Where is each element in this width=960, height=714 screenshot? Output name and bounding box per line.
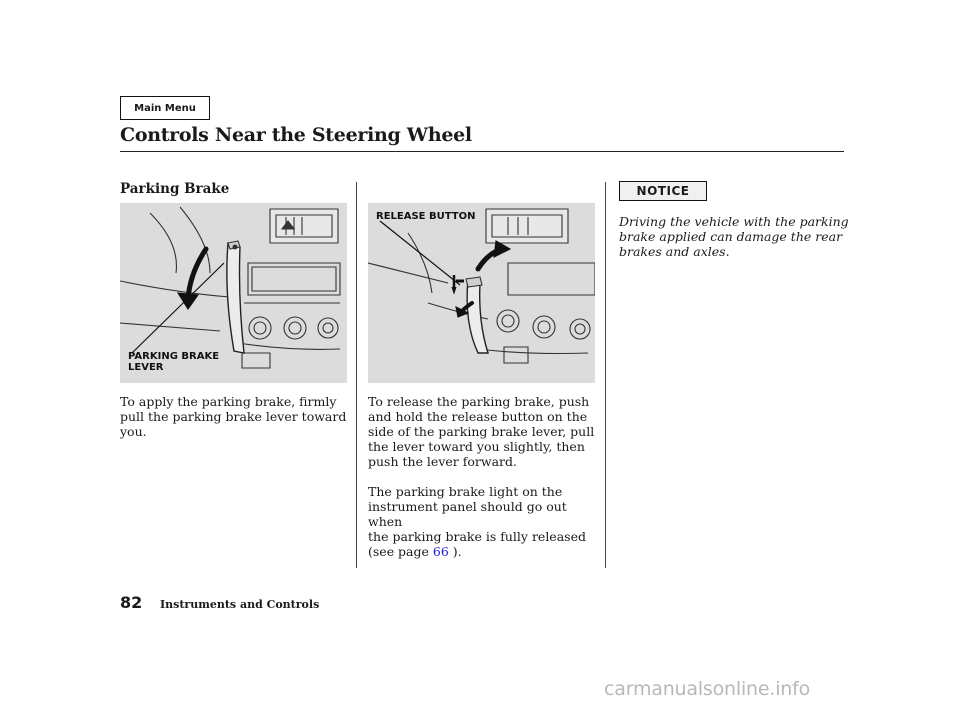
brake-light-note <box>368 484 602 559</box>
dashboard-drawing-right <box>368 203 595 383</box>
apply-brake-instructions: To apply the parking brake, firmly pull the parking brake lever toward you. <box>120 394 347 439</box>
footer-section-name: Instruments and Controls <box>160 598 320 611</box>
notice-text: Driving the vehicle with the parking brake applied can damage the rear brakes and axles. <box>619 214 849 259</box>
parking-brake-lever-label: PARKING BRAKE LEVER <box>128 351 220 373</box>
watermark: carmanualsonline.info <box>604 678 811 700</box>
page-title: Controls Near the Steering Wheel <box>120 124 472 146</box>
title-divider <box>120 151 844 152</box>
brake-light-note-text: The parking brake light on the instrument panel should go out when the parking brake is fully released (see page <box>368 484 586 559</box>
release-brake-instructions: To release the parking brake, push and hold the release button on the side of the parking brake lever, pull the lever toward you slightly, then push the lever forward. <box>368 394 595 469</box>
notice-badge: NOTICE <box>619 181 707 201</box>
column-divider-left <box>356 182 357 568</box>
section-heading: Parking Brake <box>120 181 230 197</box>
page-number: 82 <box>120 593 143 612</box>
release-button-illustration <box>368 203 595 383</box>
release-button-label: RELEASE BUTTON <box>376 211 476 222</box>
main-menu-button[interactable]: Main Menu <box>120 96 210 120</box>
brake-light-note-tail: ). <box>448 544 462 559</box>
page-66-link[interactable]: 66 <box>432 544 449 559</box>
column-divider-right <box>605 182 606 568</box>
parking-brake-lever-illustration <box>120 203 347 383</box>
